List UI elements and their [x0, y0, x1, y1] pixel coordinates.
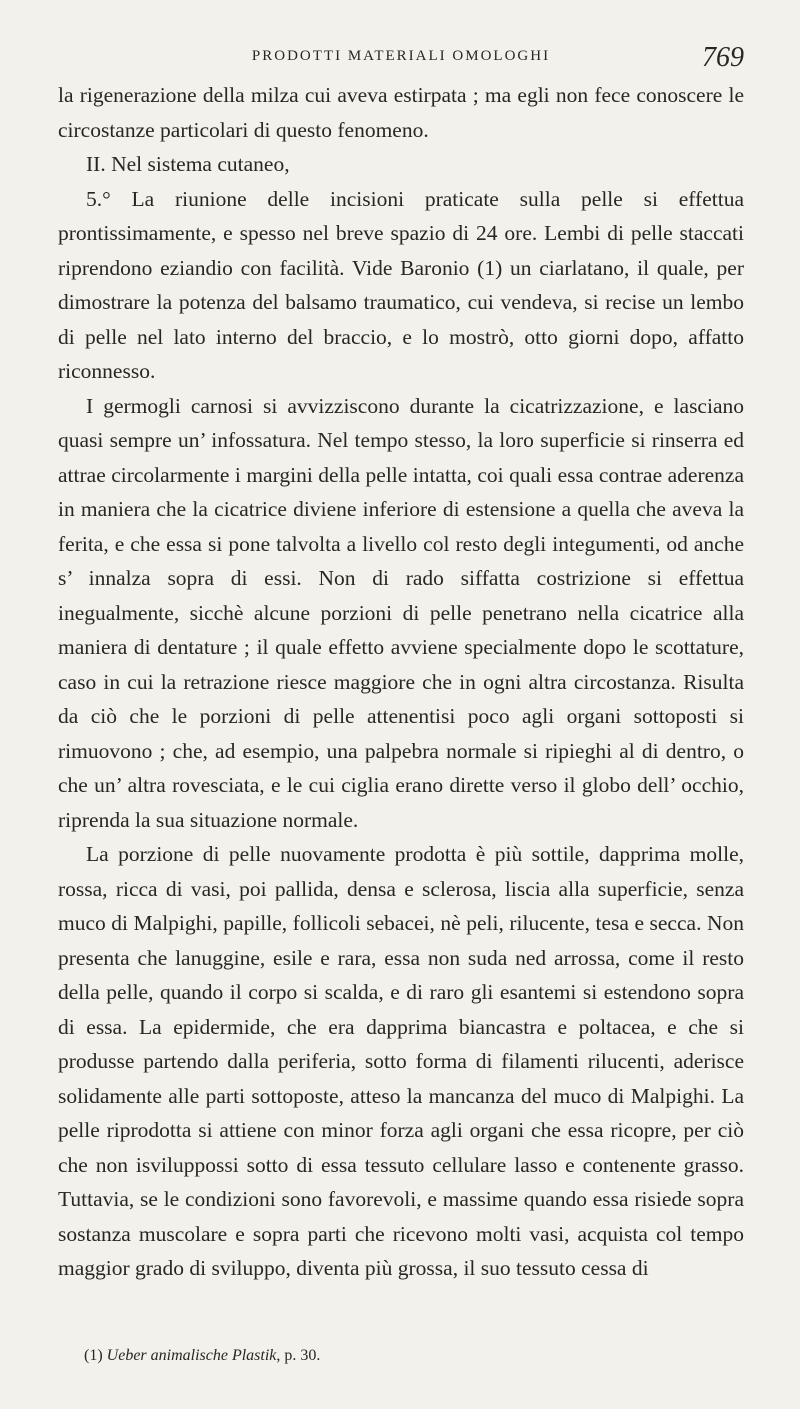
paragraph: I germogli carnosi si avvizziscono durante la cicatrizzazione, e lasciano quasi sempre un’ infossatura. Nel tempo stesso, la loro superficie si rinserra ed attrae circolarmente i margini della pelle intatta, coi quali essa contrae aderenza in maniera che la cicatrice diviene inferiore di estensione a quella che aveva la ferita, e che essa si pone talvolta a livello col resto degli integumenti, od anche s’ innalza sopra di essi. Non di rado siffatta costrizione si effettua inegualmente, sicchè alcune porzioni di pelle penetrano nella cicatrice alla maniera di dentature ; il quale effetto avviene specialmente dopo le scottature, caso in cui la retrazione riesce maggiore che in ogni altra circostanza. Risulta da ciò che le porzioni di pelle attenentisi poco agli organi sottoposti si rimuovono ; che, ad esempio, una palpebra normale si ripieghi al di dentro, o che un’ altra rovesciata, e le cui ciglia erano dirette verso il globo dell’ occhio, riprenda la sua situazione normale.: [58, 393, 744, 832]
body-text: [58, 78, 744, 1286]
footnote-page-ref: , p. 30.: [276, 1347, 321, 1364]
running-title: PRODOTTI MATERIALI OMOLOGHI: [251, 48, 551, 64]
footnote-work-title: Ueber animalische Plastik: [106, 1347, 277, 1364]
paragraph: 5.° La riunione delle incisioni praticate sulla pelle si effettua prontissimamente, e spesso nel breve spazio di 24 ore. Lembi di pelle staccati riprendono eziandio con facilità. Vide Baronio (1) un ciarlatano, il quale, per dimostrare la potenza del balsamo traumatico, cui vendeva, si recise un lembo di pelle nel lato interno del braccio, e lo mostrò, otto giorni dopo, affatto riconnesso.: [58, 186, 744, 383]
paragraph-continuation: la rigenerazione della milza cui aveva estirpata ; ma egli non fece conoscere le circostanze particolari di questo fenomeno.: [58, 83, 744, 142]
section-heading: II. Nel sistema cutaneo,: [86, 152, 290, 176]
page-header: [58, 42, 744, 82]
footnote: [84, 1345, 744, 1367]
paragraph: La porzione di pelle nuovamente prodotta è più sottile, dapprima molle, rossa, ricca di vasi, poi pallida, densa e sclerosa, liscia alla superficie, senza muco di Malpighi, papille, follicoli sebacei, nè peli, rilucente, tesa e secca. Non presenta che lanuggine, esile e rara, essa non suda ned arrossa, come il resto della pelle, quando il corpo si scalda, e di raro gli esantemi si estendono sopra di essa. La epidermide, che era dapprima biancastra e poltacea, e che si produsse partendo dalla periferia, sotto forma di filamenti rilucenti, aderisce solidamente alle parti sottoposte, atteso la mancanza del muco di Malpighi. La pelle riprodotta si attiene con minor forza agli organi che essa ricopre, per ciò che non isviluppossi sotto di essa tessuto cellulare lasso e contenente grasso. Tuttavia, se le condizioni sono favorevoli, e massime quando essa risiede sopra sostanza muscolare e sopra parti che ricevono molti vasi, acquista col tempo maggior grado di sviluppo, diventa più grossa, il suo tessuto cessa di: [58, 842, 744, 1280]
footnote-marker: (1): [84, 1347, 103, 1364]
page-number: 769: [702, 42, 744, 73]
